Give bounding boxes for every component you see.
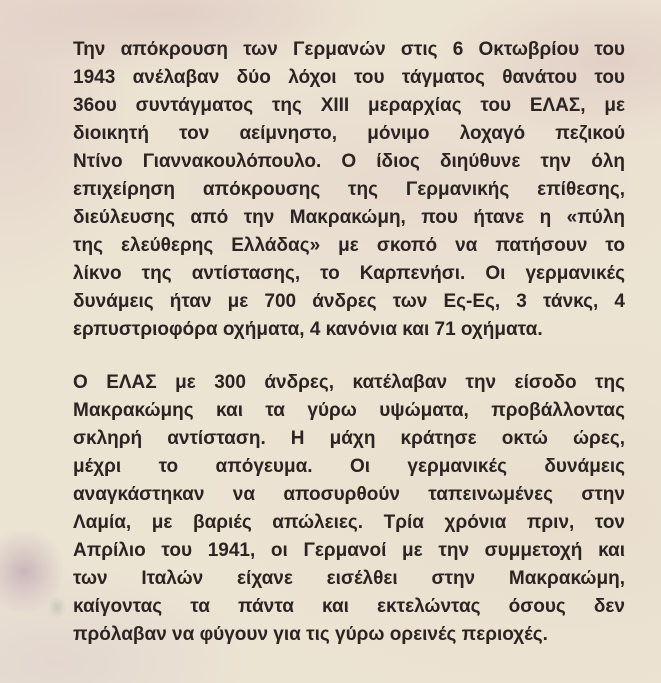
text-line: Μακρακώμης και τα γύρω υψώματα, προβάλλοντας [73,400,625,421]
text-line: Την απόκρουση των Γερμανών στις 6 Οκτωβρίου του [73,39,625,60]
text-line: σκληρή αντίσταση. Η μάχη κράτησε οκτώ ώρες, [73,428,625,449]
text-line: διεύλευσης από την Μακρακώμη, που ήτανε η «πύλη [73,207,625,228]
text-line: 1943 ανέλαβαν δύο λόχοι του τάγματος θανάτου του [73,67,625,88]
document-text [73,36,625,674]
paragraph-german-attack [73,36,625,344]
text-line: δυνάμεις ήταν με 700 άνδρες των Ες-Ες, 3 τάνκς, 4 [73,291,625,312]
text-line: μέχρι το απόγευμα. Οι γερμανικές δυνάμεις [73,456,625,477]
paper-speck [48,596,66,618]
text-line: επιχείρηση απόκρουσης της Γερμανικής επίθεσης, [73,179,625,200]
text-line: Ντίνο Γιαννακουλόπουλο. Ο ίδιος διηύθυνε την όλη [73,151,625,172]
text-line: της ελεύθερης Ελλάδας» με σκοπό να πατήσουν το [73,235,625,256]
text-line: ερπυστριοφόρα οχήματα, 4 κανόνια και 71 οχήματα. [73,319,543,340]
text-line: αναγκάστηκαν να αποσυρθούν ταπεινωμένες στην [73,484,625,505]
text-line: Λαμία, με βαριές απώλειες. Τρία χρόνια πριν, τον [73,512,625,533]
text-line: Ο ΕΛΑΣ με 300 άνδρες, κατέλαβαν την είσοδο της [73,372,625,393]
text-line: καίγοντας τα πάντα και εκτελώντας όσους δεν [73,596,625,617]
text-line: πρόλαβαν να φύγουν για τις γύρω ορεινές περιοχές. [73,624,548,645]
ink-smudge [0,528,66,614]
text-line: 36ου συντάγματος της XIII μεραρχίας του ΕΛΑΣ, με [73,95,625,116]
paragraph-elas-defense [73,369,625,649]
text-line: λίκνο της αντίστασης, το Καρπενήσι. Οι γερμανικές [73,263,625,284]
text-line: Απρίλιο του 1941, οι Γερμανοί με την συμμετοχή και [73,540,625,561]
text-line: των Ιταλών είχανε εισέλθει στην Μακρακώμη, [73,568,625,589]
text-line: διοικητή τον αείμνηστο, μόνιμο λοχαγό πεζικού [73,123,625,144]
